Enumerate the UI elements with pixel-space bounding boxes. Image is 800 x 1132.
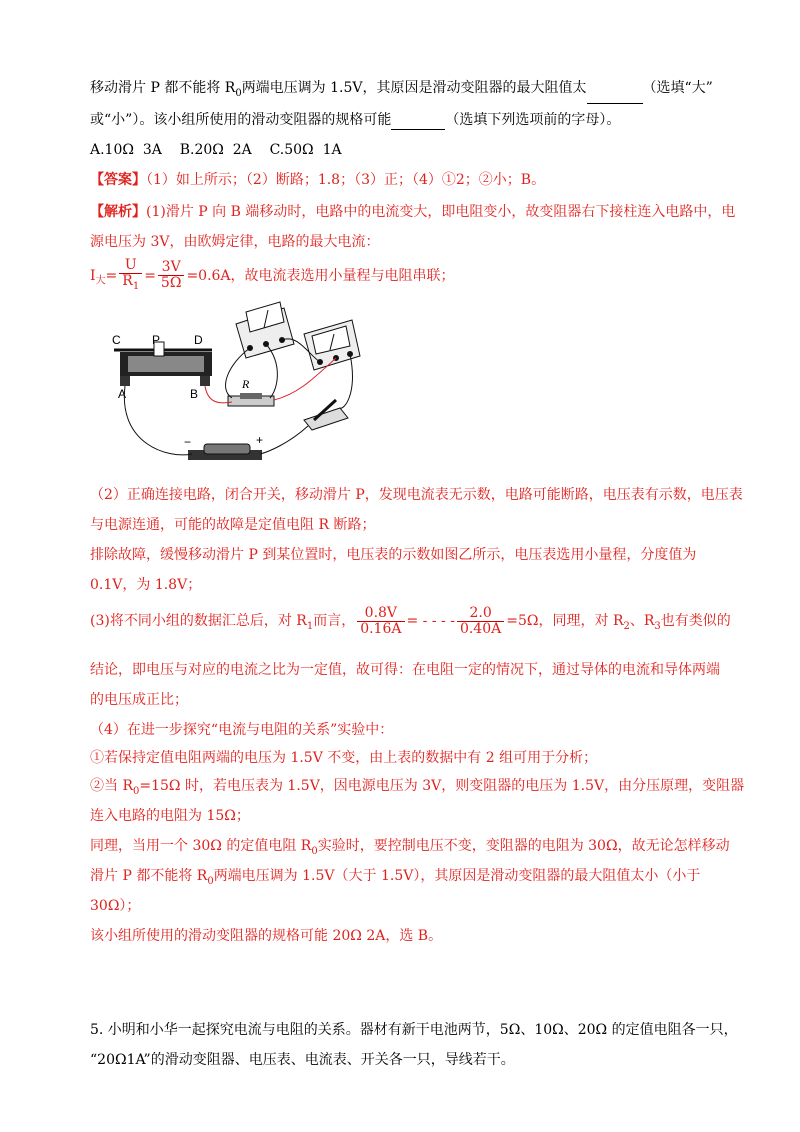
text-segment: 两端电压调为 1.5V（大于 1.5V），其原因是滑动变阻器的最大阻值太小（小于 (213, 868, 701, 884)
text-segment: (3)将不同小组的数据汇总后，对 R (90, 613, 307, 629)
equals-sign: = (144, 267, 156, 284)
subscript: 0 (207, 875, 214, 887)
current-symbol: I (90, 267, 96, 284)
text-segment: = - - - - (406, 613, 455, 629)
analysis-line-4: （2）正确连接电路，闭合开关，移动滑片 P，发现电流表无示数，电路可能断路，电压表有示数，电压表 (90, 487, 743, 503)
text-segment: （选填下列选项前的字母）。 (445, 112, 621, 128)
text-segment: 滑片 P 都不能将 R (90, 868, 208, 884)
fraction-0.8v-over-0.16a (357, 606, 404, 637)
equals-sign: = (105, 267, 118, 284)
analysis-line-18: 该小组所使用的滑动变阻器的规格可能 20Ω 2A，选 B。 (90, 928, 443, 944)
text-segment: 实验时，要控制电压不变，变阻器的电阻为 30Ω，故无论怎样移动 (317, 838, 730, 854)
subscript: 0 (235, 87, 242, 99)
resistor (228, 393, 274, 406)
text-segment: =0.6A，故电流表选用小量程与电阻串联； (186, 267, 455, 284)
subscript: 3 (654, 620, 661, 632)
resistor-label: R (242, 377, 250, 391)
question-line-1 (90, 78, 713, 104)
analysis-line-6: 排除故障，缓慢移动滑片 P 到某位置时，电压表的示数如图乙所示，电压表选用小量程，分度值为 (90, 547, 697, 563)
analysis-line-5: 与电源连通，可能的故障是定值电阻 R 断路； (90, 517, 376, 533)
answer-line (90, 170, 545, 190)
text-segment: R (122, 273, 133, 289)
voltmeter (236, 302, 294, 358)
analysis-line-8 (90, 604, 731, 644)
battery-minus-label: − (184, 435, 192, 449)
fraction-numerator: 2.0 (457, 606, 504, 622)
answer-blank (587, 89, 643, 104)
question-5-line-1: 5. 小明和小华一起探究电流与电阻的关系。器材有新干电池两节，5Ω、10Ω、20Ω 的定值电阻各一只， (90, 1022, 738, 1038)
subscript: 2 (623, 620, 630, 632)
fraction-denominator: 0.16A (360, 620, 402, 637)
terminal-label-d: D (194, 333, 203, 347)
analysis-line-12: ①若保持定值电阻两端的电压为 1.5V 不变，由上表的数据中有 2 组可用于分析； (90, 750, 598, 766)
analysis-line-11: （4）在进一步探究“电流与电阻的关系”实验中： (90, 722, 394, 738)
analysis-line-14: 连入电路的电阻为 15Ω； (90, 808, 250, 824)
fraction-2.0-over-0.40a (457, 606, 504, 637)
analysis-line-15 (90, 836, 730, 862)
slider-label-p: P (152, 333, 161, 347)
analysis-tag: 【解析】 (90, 204, 146, 220)
analysis-line-2: 源电压为 3V，由欧姆定律，电路的最大电流： (90, 234, 380, 250)
circuit-diagram (108, 294, 363, 469)
formula-line (90, 258, 455, 297)
analysis-line-10: 的电压成正比； (90, 692, 188, 708)
fraction-denominator: 5Ω (160, 275, 182, 292)
analysis-line-7: 0.1V，为 1.8V； (90, 577, 202, 593)
fraction-denominator: 0.40A (459, 620, 502, 637)
analysis-line-16 (90, 866, 700, 892)
text-segment: 两端电压调为 1.5V，其原因是滑动变阻器的最大阻值太 (241, 80, 587, 96)
text-segment: 同理，当用一个 30Ω 的定值电阻 R (90, 838, 312, 854)
analysis-line-9: 结论，即电压与对应的电流之比为一定值，故可得：在电阻一定的情况下，通过导体的电流和导体两端 (90, 662, 720, 678)
fraction-numerator: 3V (158, 260, 185, 276)
switch (304, 400, 348, 430)
subscript: 1 (132, 280, 140, 292)
text-segment: =5Ω，同理，对 R (506, 613, 624, 629)
options-line: A.10Ω 3A B.20Ω 2A C.50Ω 1A (90, 142, 342, 158)
text-segment: 、R (629, 613, 655, 629)
answer-tag: 【答案】 (90, 172, 146, 188)
fraction-u-over-r (119, 258, 142, 294)
text-segment: （选填“大” (642, 80, 713, 96)
question-5-line-2: “20Ω1A”的滑动变阻器、电压表、电流表、开关各一只，导线若干。 (90, 1052, 515, 1068)
analysis-line-17: 30Ω）； (90, 898, 141, 914)
fraction-numerator: 0.8V (357, 606, 404, 622)
text-segment: ②当 R (90, 778, 133, 794)
text-segment: 或“小”）。该小组所使用的滑动变阻器的规格可能 (90, 112, 392, 128)
analysis-line-1 (90, 202, 735, 222)
answer-text: （1）如上所示；（2）断路；1.8；（3）正；（4）①2；②小；B。 (146, 172, 546, 188)
battery-plus-label: + (256, 433, 264, 447)
text-segment: 移动滑片 P 都不能将 R (90, 80, 236, 96)
terminal-label-b: B (190, 387, 199, 401)
subscript: 1 (306, 620, 314, 632)
rheostat (114, 342, 212, 386)
subscript: 0 (311, 845, 318, 857)
terminal-label-a: A (118, 387, 127, 401)
subscript: 0 (133, 785, 140, 797)
terminal-label-c: C (112, 333, 121, 347)
battery-holder (188, 444, 262, 460)
text-segment: =15Ω 时，若电压表为 1.5V，因电源电压为 3V，则变阻器的电压为 1.5V，由分压原理，变阻器 (139, 778, 745, 794)
analysis-line-13 (90, 776, 744, 802)
fraction-numerator: U (119, 258, 142, 274)
subscript: 大 (95, 275, 106, 287)
question-line-2 (90, 110, 620, 130)
fraction-3v-over-5ohm (158, 260, 185, 291)
answer-blank (391, 115, 445, 130)
fraction-denominator (119, 274, 142, 294)
text-segment: 也有类似的 (660, 613, 731, 629)
text-segment: (1)滑片 P 向 B 端移动时，电路中的电流变大，即电阻变小，故变阻器右下接柱连入电路中，电 (146, 204, 736, 220)
text-segment: 而言， (313, 613, 356, 629)
